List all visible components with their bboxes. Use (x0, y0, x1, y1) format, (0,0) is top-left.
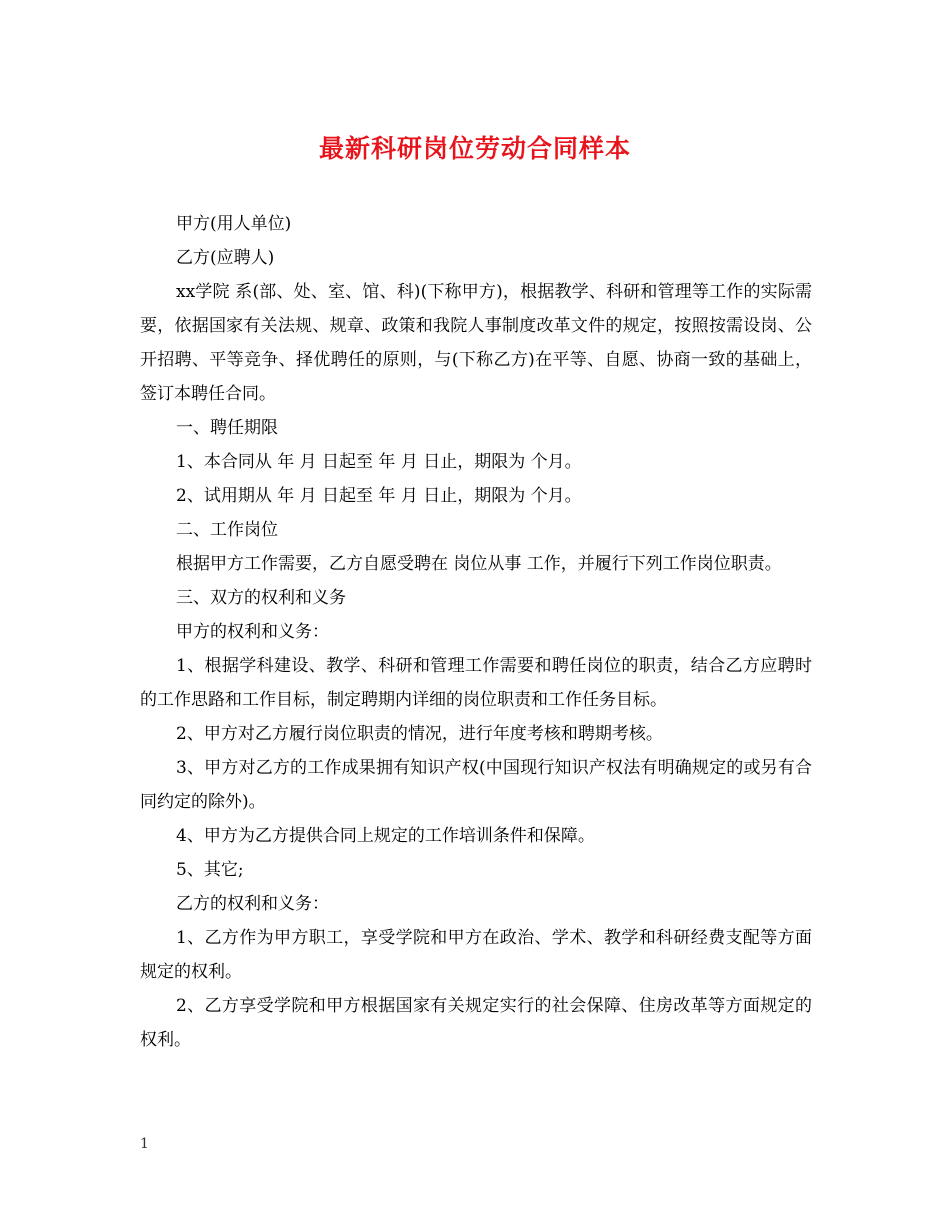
document-title: 最新科研岗位劳动合同样本 (318, 134, 631, 163)
party-a-line: 甲方(用人单位) (176, 214, 292, 234)
party-a-clause-4: 4、甲方为乙方提供合同上规定的工作培训条件和保障。 (176, 826, 595, 846)
page-number: 1 (140, 1136, 149, 1152)
party-a-clause-2: 2、甲方对乙方履行岗位职责的情况，进行年度考核和聘期考核。 (176, 724, 663, 744)
party-a-clause-5: 5、其它; (176, 860, 244, 880)
party-a-rights-heading: 甲方的权利和义务： (176, 622, 329, 642)
section-heading-rights: 三、双方的权利和义务 (176, 588, 346, 608)
party-b-clause-1: 1、乙方作为甲方职工，享受学院和甲方在政治、学术、教学和科研经费支配等方面规定的权利。 (140, 928, 812, 982)
party-a-clause-1: 1、根据学科建设、教学、科研和管理工作需要和聘任岗位的职责，结合乙方应聘时的工作思路和工作目标，制定聘期内详细的岗位职责和工作任务目标。 (140, 656, 812, 710)
position-paragraph: 根据甲方工作需要，乙方自愿受聘在 岗位从事 工作，并履行下列工作岗位职责。 (176, 554, 782, 574)
party-b-clause-2: 2、乙方享受学院和甲方根据国家有关规定实行的社会保障、住房改革等方面规定的权利。 (140, 996, 812, 1050)
term-clause-2: 2、试用期从 年 月 日起至 年 月 日止，期限为 个月。 (176, 486, 582, 506)
party-b-line: 乙方(应聘人) (176, 248, 275, 268)
section-heading-term: 一、聘任期限 (176, 418, 278, 438)
document-body (140, 207, 812, 1057)
preamble-paragraph: xx学院 系(部、处、室、馆、科)(下称甲方)，根据教学、科研和管理等工作的实际需要，依据国家有关法规、规章、政策和我院人事制度改革文件的规定，按照按需设岗、公开招聘、平等竞争、择优聘任的原则，与(下称乙方)在平等、自愿、协商一致的基础上，签订本聘任合同。 (140, 282, 812, 404)
term-clause-1: 1、本合同从 年 月 日起至 年 月 日止，期限为 个月。 (176, 452, 582, 472)
section-heading-position: 二、工作岗位 (176, 520, 278, 540)
party-b-rights-heading: 乙方的权利和义务： (176, 894, 329, 914)
party-a-clause-3: 3、甲方对乙方的工作成果拥有知识产权(中国现行知识产权法有明确规定的或另有合同约定的除外)。 (140, 758, 812, 812)
